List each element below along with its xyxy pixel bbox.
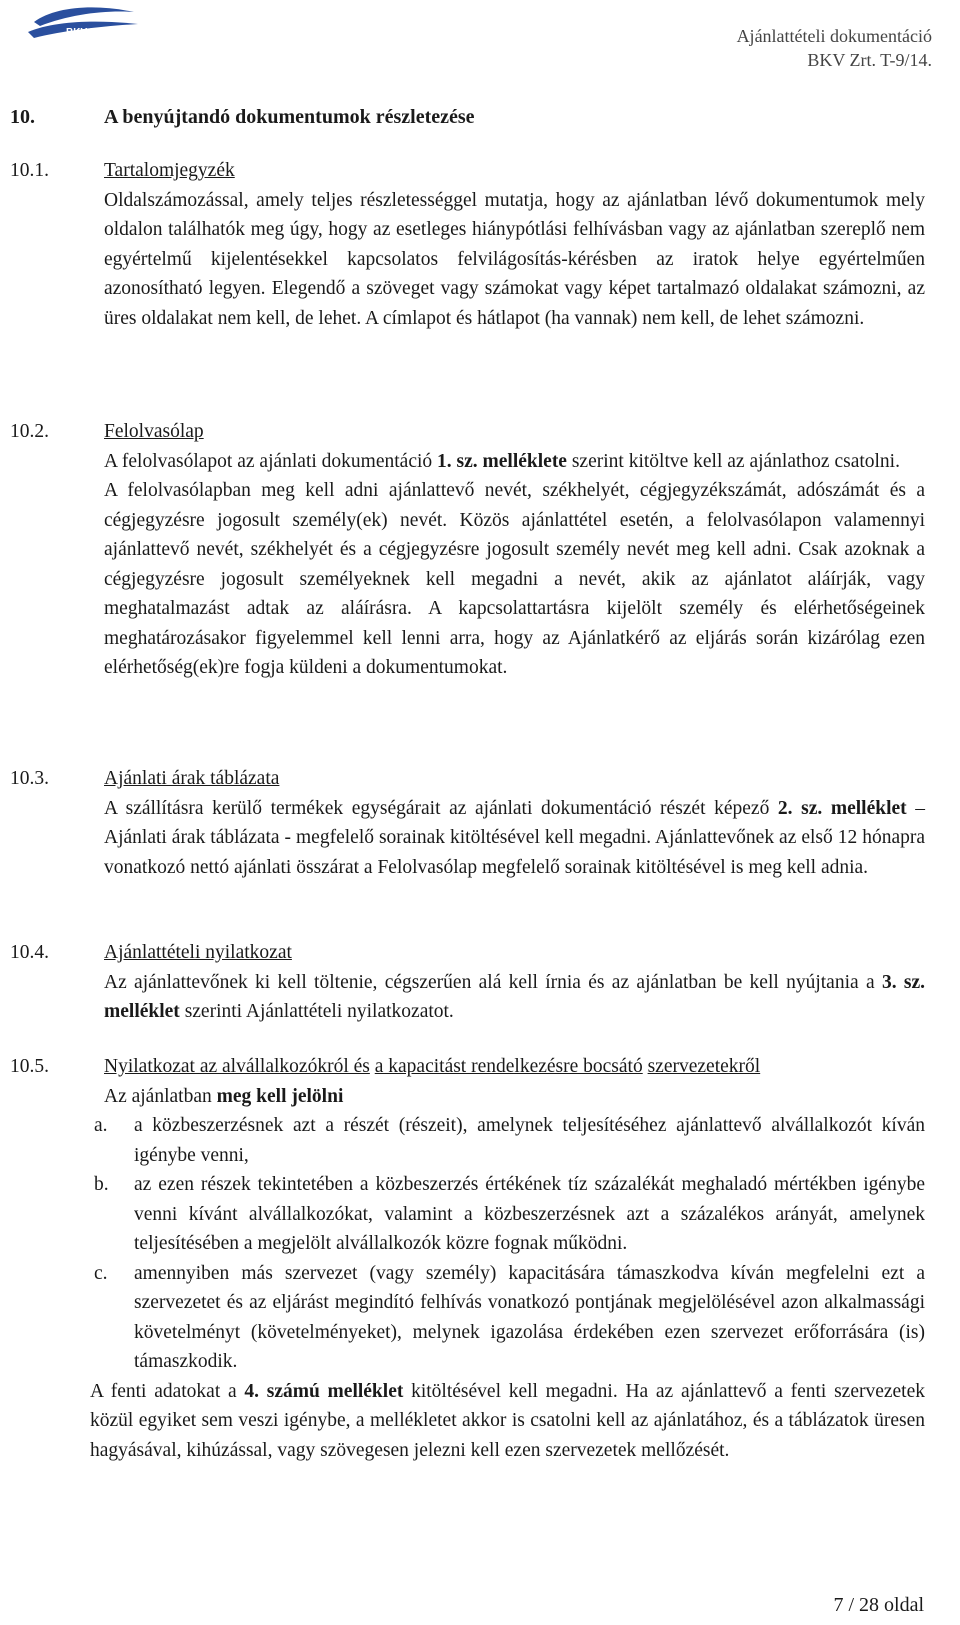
list-item: c. amennyiben más szervezet (vagy személy) kapacitására támaszkodva kíván megfelelni ezt a szervezetet és az eljárást megindító felhívás vonatkozó pontjának megjelölésével azon alkalmassági követelményt (követelményeket), melynek igazolása érdekében ezen szervezet erőforrására (is) támaszkodik. xyxy=(94,1262,925,1372)
chapter-title: A benyújtandó dokumentumok részletezése xyxy=(104,106,475,128)
section-number: 10.1. xyxy=(10,160,49,181)
list-item: a. a közbeszerzésnek azt a részét (részeit), amelynek teljesítéséhez ajánlattevő alvállalkozót kíván igénybe venni, xyxy=(94,1115,925,1166)
page-number: 7 / 28 oldal xyxy=(833,1594,924,1616)
section-number: 10.5. xyxy=(10,1056,49,1077)
chapter-number: 10. xyxy=(10,106,35,128)
section-10-1 xyxy=(10,156,925,333)
chapter-heading xyxy=(10,106,475,129)
section-10-3 xyxy=(10,764,925,882)
doc-title: Ajánlattételi dokumentáció xyxy=(736,26,932,46)
annex-ref: 3. sz. melléklet xyxy=(104,971,925,1022)
section-10-4 xyxy=(10,938,925,1027)
requirement-list xyxy=(94,1111,925,1377)
section-text: A felolvasólapban meg kell adni ajánlattevő nevét, székhelyét, cégjegyzékszámát, adószámát és a cégjegyzésre jogosult személy(ek) nevét. Közös ajánlattétel esetén, a felolvasólapon valamennyi ajánlattevő nevét, székhelyét és a cégjegyzésre jogosult személy nevét meg kell adni. Csak azoknak a cégjegyzésre jogosult személyeknek kell megadni a nevét, akik az ajánlatot aláírják, vagy meghatalmazást adtak az aláírásra. A kapcsolattartásra kijelölt személy és elérhetőségeinek meghatározásakor figyelemmel kell lenni arra, hogy az Ajánlatkérő az eljárás során kizárólag ezen elérhetőség(ek)re fogja küldeni a dokumentumokat. xyxy=(104,480,925,678)
section-intro: Az ajánlatban meg kell jelölni xyxy=(104,1085,344,1107)
list-item: b. az ezen részek tekintetében a közbeszerzés értékének tíz százalékát meghaladó mértékben igénybe venni kívánt alvállalkozókat, valamint a közbeszerzésnek azt a százalékos arányát, amelynek teljesítésében a megjelölt alvállalkozók közre fognak működni. xyxy=(94,1174,925,1254)
section-title: Tartalomjegyzék xyxy=(104,160,235,181)
section-text: A felolvasólapot az ajánlati dokumentáció 1. sz. melléklete szerint kitöltve kell az ajánlathoz csatolni. xyxy=(104,450,900,472)
section-number: 10.2. xyxy=(10,421,49,442)
annex-ref: 1. sz. melléklete xyxy=(437,450,567,472)
section-title: Felolvasólap xyxy=(104,421,204,442)
page-header xyxy=(0,0,960,80)
section-number: 10.4. xyxy=(10,942,49,963)
logo-text: BKV ZRT xyxy=(66,27,110,38)
header-info xyxy=(737,24,932,72)
section-text: Az ajánlattevőnek ki kell töltenie, cégszerűen alá kell írnia és az ajánlatban be kell nyújtania a 3. sz. melléklet szerinti Ajánlattételi nyilatkozatot. xyxy=(104,971,925,1022)
section-10-5 xyxy=(10,1052,925,1465)
annex-ref: 4. számú melléklet xyxy=(244,1380,404,1402)
section-closing: A fenti adatokat a 4. számú melléklet kitöltésével kell megadni. Ha az ajánlattevő a fenti szervezetek közül egyiket sem veszi igénybe, a mellékletet akkor is csatolni kell az ajánlatához, és a táblázatok üresen hagyásával, kihúzással, vagy szövegesen jelezni kell ezen szervezetek mellőzését. xyxy=(90,1380,926,1461)
section-text: A szállításra kerülő termékek egységárait az ajánlati dokumentáció részét képező 2. sz. melléklet – Ajánlati árak táblázata - megfelelő sorainak kitöltésével kell megadni. Ajánlattevőnek az első 12 hónapra vonatkozó nettó ajánlati összárat a Felolvasólap megfelelő sorainak kitöltésével is meg kell adnia. xyxy=(104,797,926,878)
section-10-2 xyxy=(10,417,925,683)
section-title: Nyilatkozat az alvállalkozókról és a kapacitást rendelkezésre bocsátó szervezetekről xyxy=(104,1056,761,1077)
doc-ref: BKV Zrt. T-9/14. xyxy=(807,50,932,70)
section-title: Ajánlati árak táblázata xyxy=(104,768,280,789)
section-title: Ajánlattételi nyilatkozat xyxy=(104,942,292,963)
annex-ref: 2. sz. melléklet xyxy=(777,797,907,819)
section-number: 10.3. xyxy=(10,768,49,789)
bkv-logo xyxy=(26,2,141,46)
section-text: Oldalszámozással, amely teljes részletességgel mutatja, hogy az ajánlatban lévő dokumentumok mely oldalon találhatók meg úgy, hogy az esetleges hiánypótlási felhívásban vagy az ajánlatban szereplő nem egyértelmű kijelentésekkel kapcsolatos felvilágosítás-kérésben az iratok helye egyértelműen azonosítható legyen. Elegendő a szöveget vagy számokat vagy képet tartalmazó oldalakat számozni, az üres oldalakat nem kell, de lehet. A címlapot és hátlapot (ha vannak) nem kell, de lehet számozni. xyxy=(104,189,925,329)
